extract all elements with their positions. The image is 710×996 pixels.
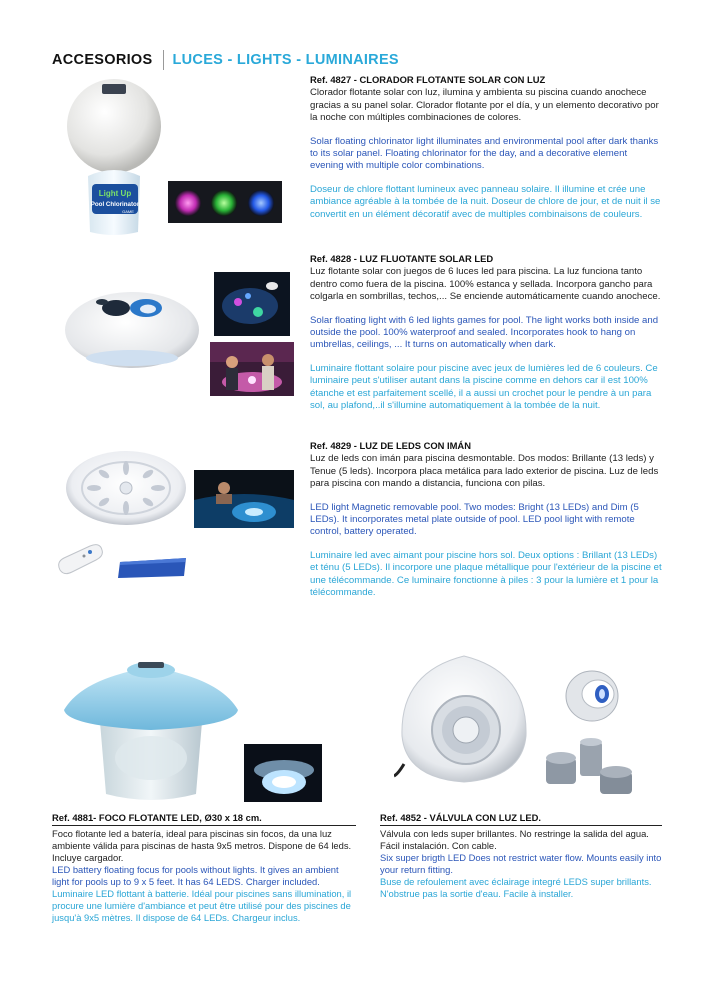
magnetic-led-light-photo xyxy=(64,448,188,528)
pool-lit-photo xyxy=(194,470,294,528)
chlorinator-colors-photo xyxy=(168,181,282,223)
svg-text:GAME: GAME xyxy=(122,209,134,214)
description-fr: Luminaire flottant solaire pour piscine avec jeux de lumières led de 6 couleurs. Ce luminaire peut s'utiliser autant dans la piscine comme en dehors car il est 100% étanche et est parfaitement scellé, il a aussi un crochet pour le pendre à un para sol, au plafond,..il s'illumine automatiquement à la tombée de la nuit. xyxy=(310,362,658,412)
description-fr: Luminaire led avec aimant pour piscine hors sol. Deux options : Brillant (13 LEDs) et ténu (5 LEDs). Il incorpore une plaque métallique pour l'extérieur de la piscine et une télécommande. Ce luminaire fonctionne à piles : 3 pour la lumière et 1 pour la télécommande. xyxy=(310,549,662,599)
product-title: Ref. 4881- FOCO FLOTANTE LED, Ø30 x 18 cm. xyxy=(52,812,262,823)
product-4828 xyxy=(310,253,662,412)
product-title: Ref. 4829 - LUZ DE LEDS CON IMÁN xyxy=(310,440,471,451)
floating-solar-light-photo xyxy=(62,278,202,370)
section-subtitle: LUCES - LIGHTS - LUMINAIRES xyxy=(172,52,399,68)
product-title: Ref. 4827 - CLORADOR FLOTANTE SOLAR CON LUZ xyxy=(310,74,546,85)
product-4827 xyxy=(310,74,662,221)
floating-focus-night-photo xyxy=(244,744,322,802)
chlorinator-photo xyxy=(66,72,162,238)
description-es: Foco flotante led a batería, ideal para piscinas sin focos, da una luz ambiente válida para piscinas de hasta 9x5 metros. Dispone de 64 leds. Incluye cargador. xyxy=(52,828,352,863)
pool-night-photo xyxy=(214,272,290,336)
page-header xyxy=(52,50,399,70)
title-underline xyxy=(52,825,356,826)
valve-fittings-photo xyxy=(540,736,638,806)
product-4881 xyxy=(52,812,356,924)
metal-plate-photo xyxy=(116,556,188,580)
description-en: Solar floating chlorinator light illuminates and environmental pool after dark thanks to its solar panel. Floating chlorinator for the day, and a decorative element evening with multiple color combinations. xyxy=(310,135,659,172)
product-4852 xyxy=(380,812,662,900)
svg-text:Light Up: Light Up xyxy=(98,189,132,198)
product-4829 xyxy=(310,440,662,599)
description-en: Solar floating light with 6 led lights games for pool. The light works both inside and outside the pool. 100% waterproof and sealed. Incorporates hook to hang on umbrellas, ceilings, ... It turns on automatically when dark. xyxy=(310,314,659,351)
product-title: Ref. 4828 - LUZ FLUOTANTE SOLAR LED xyxy=(310,253,494,264)
svg-text:Pool Chlorinator: Pool Chlorinator xyxy=(90,201,140,208)
valve-part-photo xyxy=(562,666,632,724)
description-es: Válvula con leds super brillantes. No restringe la salida del agua. Fácil instalación. Con cable. xyxy=(380,828,649,851)
description-es: Luz flotante solar con juegos de 6 luces led para piscina. La luz funciona tanto dentro como fuera de la piscina. 100% estanca y sellada. Incorpora gancho para colgarla en sombrillas, techos,... Se enciende automáticamente cuando anochece. xyxy=(310,266,661,303)
product-title: Ref. 4852 - VÁLVULA CON LUZ LED. xyxy=(380,812,541,823)
description-en: LED battery floating focus for pools without lights. It gives an ambient light for pools up to 9 x 5 feet. It has 64 LEDS. Charger included. xyxy=(52,864,339,887)
description-es: Clorador flotante solar con luz, ilumina y ambienta su piscina cuando anochece gracias a su panel solar. Clorador flotante por el día, y un elemento decorativo por la noche con múltiples combinaciones de colores. xyxy=(310,87,659,124)
description-fr: Doseur de chlore flottant lumineux avec panneau solaire. Il illumine et crée une ambiance agréable à la tombée de la nuit. Doseur de chlore de jour, et de nuit il se convertit en un élément décoratif avec de multiples combinaisons de couleurs. xyxy=(310,183,661,220)
description-es: Luz de leds con imán para piscina desmontable. Dos modos: Brillante (13 leds) y Tenue (5 leds). Incorpora placa metálica para lado exterior de piscina. Luz de leds para piscina con mando a distancia, funciona con pilas. xyxy=(310,453,659,490)
title-underline xyxy=(380,825,662,826)
people-party-photo xyxy=(210,342,294,396)
description-fr: Luminaire LED flottant à batterie. Idéal pour piscines sans illumination, il procure une lumière d'ambiance et peut être utilisé pour des piscines de jusqu'à 9x5 mètres. Il dispose de 64 LEDs. Chargeur inclus. xyxy=(52,888,352,923)
valve-led-photo xyxy=(394,652,534,786)
header-divider xyxy=(163,50,164,70)
description-fr: Buse de refoulement avec éclairage integré LEDS super brillants. N'obstrue pas la sortie d'eau. Facile à installer. xyxy=(380,876,652,899)
remote-control-photo xyxy=(54,540,104,578)
floating-led-focus-photo xyxy=(58,656,244,806)
description-en: LED light Magnetic removable pool. Two modes: Bright (13 LEDs) and Dim (5 LEDs). It incorporates metal plate outside of pool. LED pool light with remote control, battery operated. xyxy=(310,501,639,538)
section-title: ACCESORIOS xyxy=(52,52,153,68)
description-en: Six super brigth LED Does not restrict water flow. Mounts easily into your return fitting. xyxy=(380,852,662,875)
